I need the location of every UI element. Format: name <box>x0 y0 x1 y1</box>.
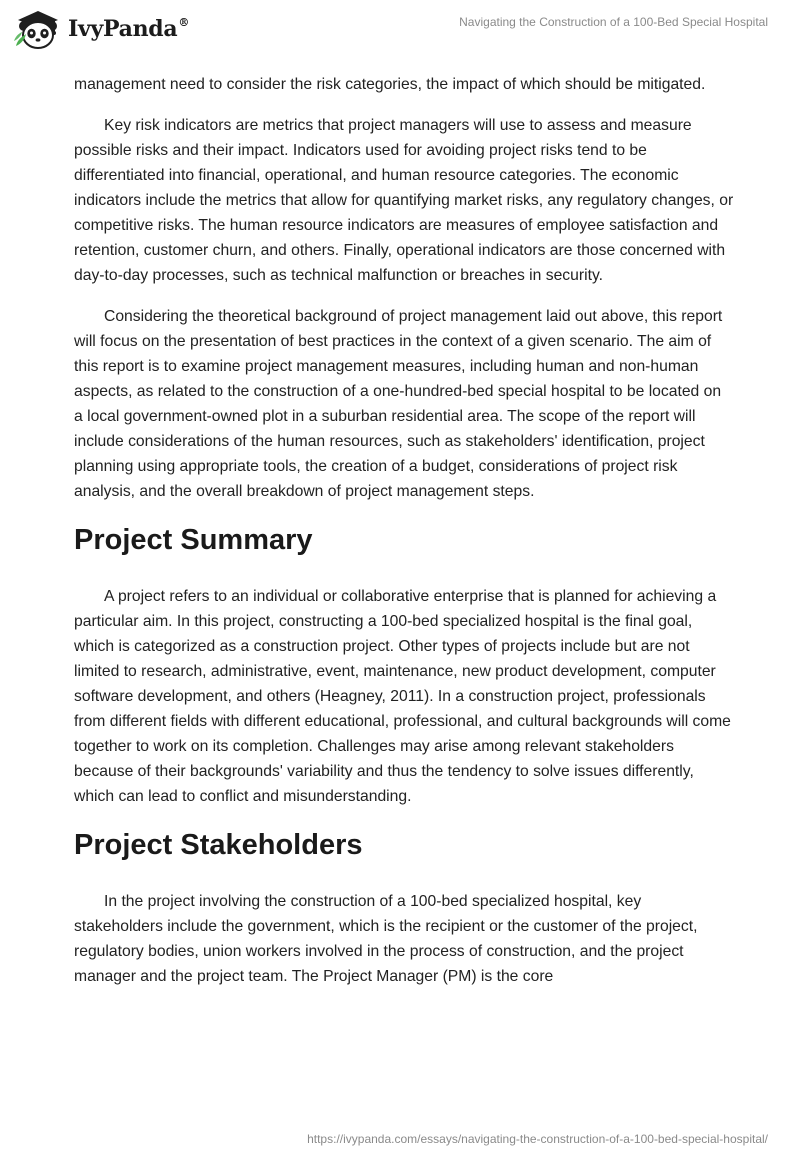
paragraph-project-stakeholders: In the project involving the construction of a 100-bed specialized hospital, key stakeholders include the government, which is the recipient or the customer of the project, regulatory bodies, union workers involved in the process of construction, and the project manager and the project team. The Project Manager (PM) is the core <box>74 893 698 985</box>
panda-graduation-cap-icon <box>12 8 62 50</box>
running-title: Navigating the Construction of a 100-Bed Special Hospital <box>459 15 768 29</box>
paragraph-report-scope: Considering the theoretical background of project management laid out above, this report will focus on the presentation of best practices in the context of a given scenario. The aim of this report is to examine project management measures, including human and non-human aspects, as related to the construction of a one-hundred-bed special hospital to be located on a local government-owned plot in a suburban residential area. The scope of the report will include considerations of the human resources, such as stakeholders' identification, project planning using appropriate tools, the creation of a budget, considerations of project risk analysis, and the overall breakdown of project management steps. <box>74 308 723 500</box>
registered-mark: ® <box>178 16 190 29</box>
paragraph-risk-categories: management need to consider the risk categories, the impact of which should be mitigated. <box>74 76 706 93</box>
paragraph-project-summary: A project refers to an individual or collaborative enterprise that is planned for achieving a particular aim. In this project, constructing a 100-bed specialized hospital is the final goal, which is categorized as a construction project. Other types of projects include but are not limited to research, administrative, event, maintenance, new product development, computer software development, and others (Heagney, 2011). In a construction project, professionals from different fields with different educational, professional, and cultural backgrounds will come together to work on its completion. Challenges may arise among relevant stakeholders because of their backgrounds' variability and thus the tendency to solve issues differently, which can lead to conflict and misunderstanding. <box>74 588 731 805</box>
brand-name: IvyPanda® <box>68 16 190 42</box>
page-header <box>0 0 800 60</box>
heading-project-summary: Project Summary <box>74 524 313 556</box>
site-logo[interactable] <box>12 8 189 50</box>
source-url[interactable]: https://ivypanda.com/essays/navigating-the-construction-of-a-100-bed-special-hospital/ <box>307 1132 768 1146</box>
paragraph-key-risk-indicators: Key risk indicators are metrics that project managers will use to assess and measure possible risks and their impact. Indicators used for avoiding project risks tend to be differentiated into financial, operational, and human resource categories. The economic indicators include the metrics that allow for quantifying market risks, any regulatory changes, or competitive risks. The human resource indicators are measures of employee satisfaction and retention, customer churn, and others. Finally, operational indicators are those concerned with day-to-day processes, such as technical malfunction or breaches in security. <box>74 117 734 284</box>
heading-project-stakeholders: Project Stakeholders <box>74 829 363 861</box>
essay-body <box>74 72 734 1005</box>
